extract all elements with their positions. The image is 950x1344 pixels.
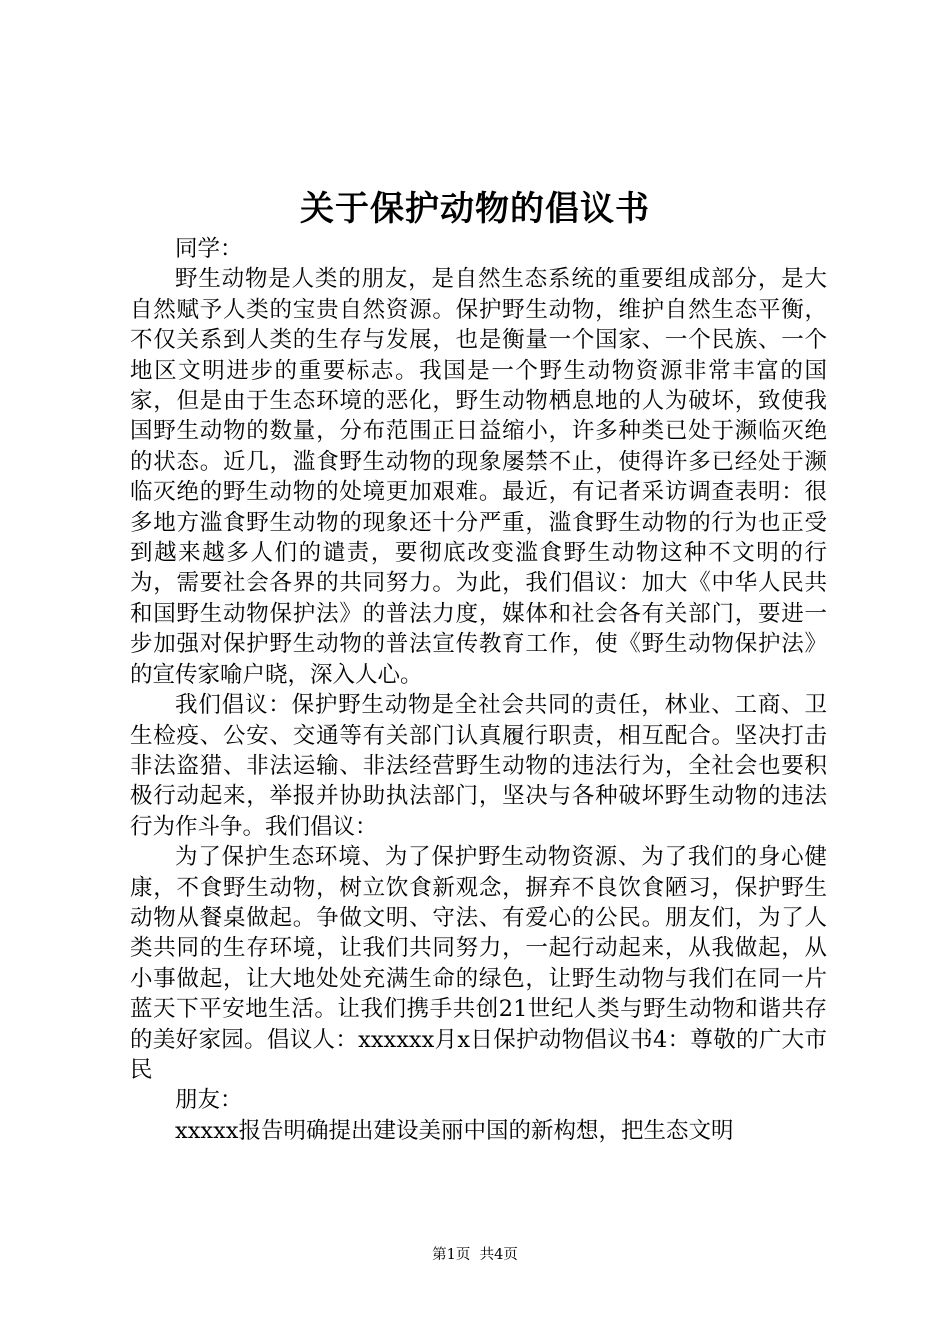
document-title: 关于保护动物的倡议书 [300, 189, 650, 229]
paragraph-salutation-2: 朋友： [175, 1087, 243, 1114]
paragraph-3: 为了保护生态环境、为了保护野生动物资源、为了我们的身心健康，不食野生动物，树立饮食新观念，摒弃不良饮食陋习，保护野生动物从餐桌做起。争做文明、守法、有爱心的公民。朋友们，为了人类共同的生存环境，让我们共同努力，一起行动起来，从我做起，从小事做起，让大地处处充满生命的绿色，让野生动物与我们在同一片蓝天下平安地生活。让我们携手共创21世纪人类与野生动物和谐共存的美好家园。倡议人：xxxxxx月x日保护动物倡议书4：尊敬的广大市民 [130, 844, 827, 1083]
paragraph-salutation: 同学： [175, 236, 243, 262]
document-body [130, 234, 827, 1146]
page-footer: 第1页 共4页 [432, 1247, 518, 1263]
paragraph-2: 我们倡议：保护野生动物是全社会共同的责任，林业、工商、卫生检疫、公安、交通等有关部门认真履行职责，相互配合。坚决打击非法盗猎、非法运输、非法经营野生动物的违法行为，全社会也要积极行动起来，举报并协助执法部门，坚决与各种破坏野生动物的违法行为作斗争。我们倡议： [130, 692, 827, 840]
paragraph-4: xxxxx报告明确提出建设美丽中国的新构想，把生态文明 [175, 1117, 734, 1144]
paragraph-1: 野生动物是人类的朋友，是自然生态系统的重要组成部分，是大自然赋予人类的宝贵自然资源。保护野生动物，维护自然生态平衡，不仅关系到人类的生存与发展，也是衡量一个国家、一个民族、一个地区文明进步的重要标志。我国是一个野生动物资源非常丰富的国家，但是由于生态环境的恶化，野生动物栖息地的人为破坏，致使我国野生动物的数量，分布范围正日益缩小，许多种类已处于濒临灭绝的状态。近几，滥食野生动物的现象屡禁不止，使得许多已经处于濒临灭绝的野生动物的处境更加艰难。最近，有记者采访调查表明：很多地方滥食野生动物的现象还十分严重，滥食野生动物的行为也正受到越来越多人们的谴责，要彻底改变滥食野生动物这种不文明的行为，需要社会各界的共同努力。为此，我们倡议：加大《中华人民共和国野生动物保护法》的普法力度，媒体和社会各有关部门，要进一步加强对保护野生动物的普法宣传教育工作，使《野生动物保护法》的宣传家喻户晓，深入人心。 [130, 266, 827, 688]
